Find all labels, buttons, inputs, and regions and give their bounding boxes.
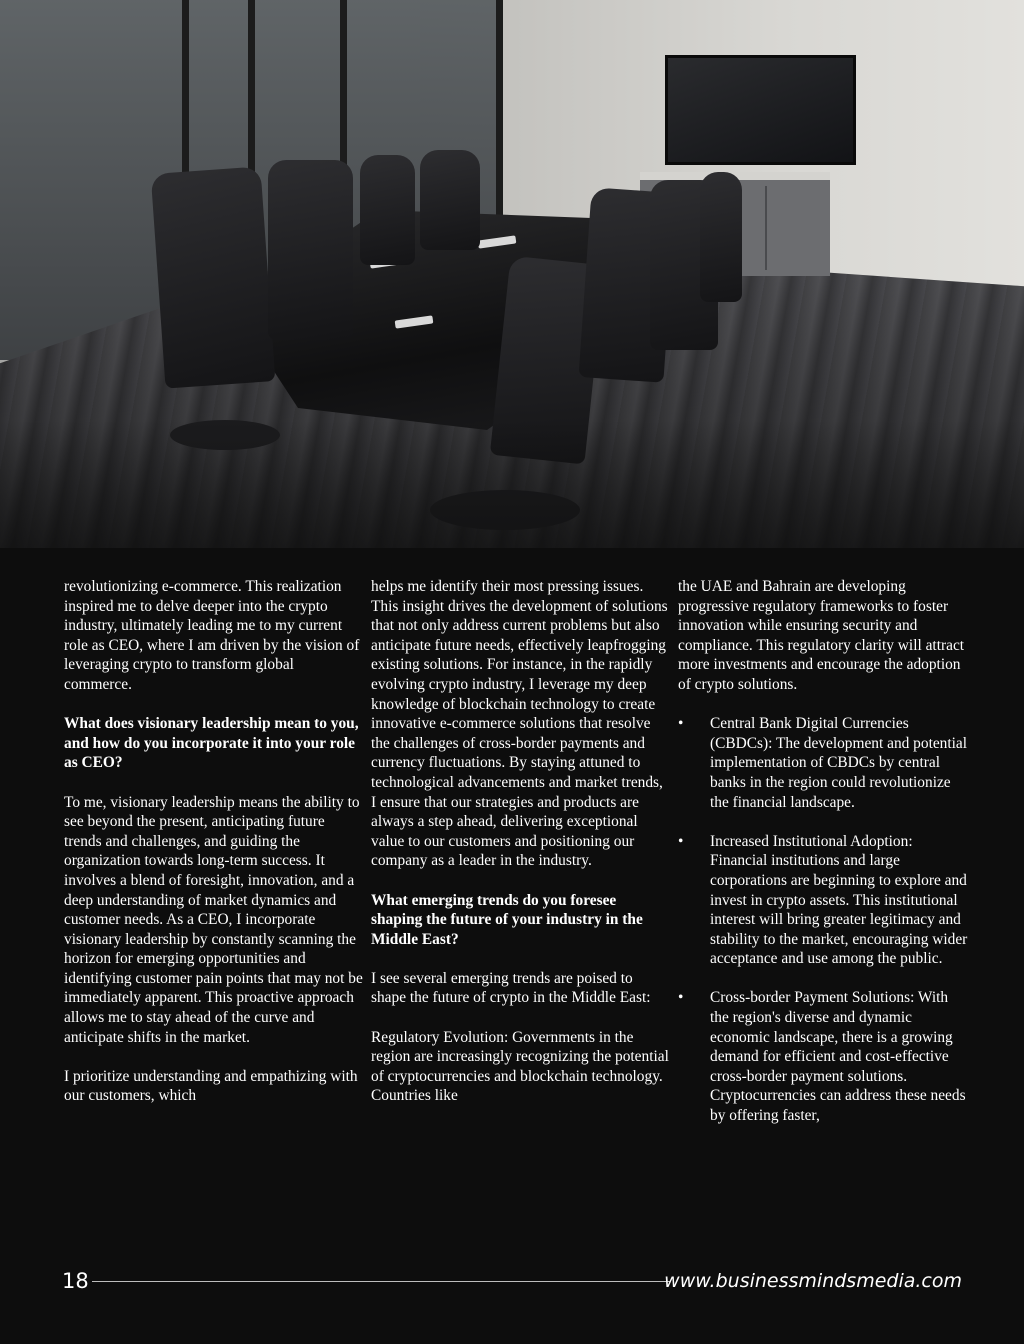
paragraph: Regulatory Evolution: Governments in the region are increasingly recognizing the potential of cryptocurrencies and blockchain technology. Countries like	[371, 1028, 669, 1105]
paragraph: helps me identify their most pressing issues. This insight drives the development of solutions that not only address current problems but also anticipate future needs, effectively leapfrogging existing solutions. For instance, in the rapidly evolving crypto industry, I leverage my deep knowledge of blockchain technology to create innovative e-commerce solutions that resolve the challenges of cross-border payments and currency fluctuations. By staying attuned to technological advancements and market trends, I ensure that our strategies and products are always a step ahead, delivering exceptional value to our customers and positioning our company as a leader in the industry.	[371, 578, 668, 870]
list-item-text: Increased Institutional Adoption: Financial institutions and large corporations are beginning to explore and invest in crypto assets. This institutional interest will bring greater legitimacy and stability to the market, encouraging wider acceptance and use among the public.	[710, 832, 968, 968]
paragraph: I prioritize understanding and empathizing with our customers, which	[64, 1067, 358, 1105]
bullet-icon: •	[678, 715, 684, 733]
office-chair	[268, 160, 353, 340]
text-column-1	[64, 577, 364, 1126]
list-item	[678, 988, 968, 1125]
paragraph: To me, visionary leadership means the ability to see beyond the present, anticipating future trends and challenges, and guiding the organization towards long-term success. It involves a blend of foresight, innovation, and a deep understanding of market dynamics and customer needs. As a CEO, I incorporate visionary leadership by constantly scanning the horizon for emerging opportunities and identifying customer pain points that may not be immediately apparent. This proactive approach allows me to stay ahead of the curve and anticipate shifts in the market.	[64, 793, 363, 1046]
paragraph: I see several emerging trends are poised to shape the future of crypto in the Middle East:	[371, 969, 651, 1007]
conference-room-photo	[0, 0, 1024, 548]
list-item	[678, 832, 968, 969]
interview-question: What emerging trends do you foresee shaping the future of your industry in the Middle East?	[371, 891, 643, 948]
photo-fade	[0, 420, 1024, 548]
bullet-icon: •	[678, 989, 684, 1007]
page-number: 18	[62, 1269, 89, 1293]
office-chair	[700, 172, 742, 302]
paragraph: revolutionizing e-commerce. This realization inspired me to delve deeper into the crypto industry, ultimately leading me to my current role as CEO, where I am driven by the vision of leveraging crypto to transform global commerce.	[64, 578, 360, 693]
page-footer	[62, 1266, 962, 1296]
list-item	[678, 714, 968, 812]
interview-question: What does visionary leadership mean to you, and how do you incorporate it into your role as CEO?	[64, 715, 359, 772]
wall-tv	[665, 55, 856, 165]
list-item-text: Cross-border Payment Solutions: With the region's diverse and dynamic economic landscape, there is a growing demand for efficient and cost-effective cross-border payment solutions. Cryptocurrencies can address these needs by offering faster,	[710, 989, 966, 1125]
office-chair	[151, 166, 276, 388]
bullet-icon: •	[678, 832, 684, 850]
list-item-text: Central Bank Digital Currencies (CBDCs): The development and potential implementation of CBDCs by central banks in the region could revolutionize the financial landscape.	[710, 715, 968, 811]
text-column-2	[371, 577, 671, 1126]
trend-list	[678, 714, 968, 1125]
website-link[interactable]: www.businessmindsmedia.com	[664, 1270, 962, 1292]
text-column-3	[678, 577, 968, 1145]
cabinet-door-line	[765, 186, 767, 270]
footer-divider	[92, 1281, 670, 1282]
paragraph: the UAE and Bahrain are developing progressive regulatory frameworks to foster innovation while ensuring security and compliance. This regulatory clarity will attract more investments and encourage the adoption of crypto solutions.	[678, 578, 965, 693]
office-chair	[360, 155, 415, 265]
office-chair	[420, 150, 480, 250]
